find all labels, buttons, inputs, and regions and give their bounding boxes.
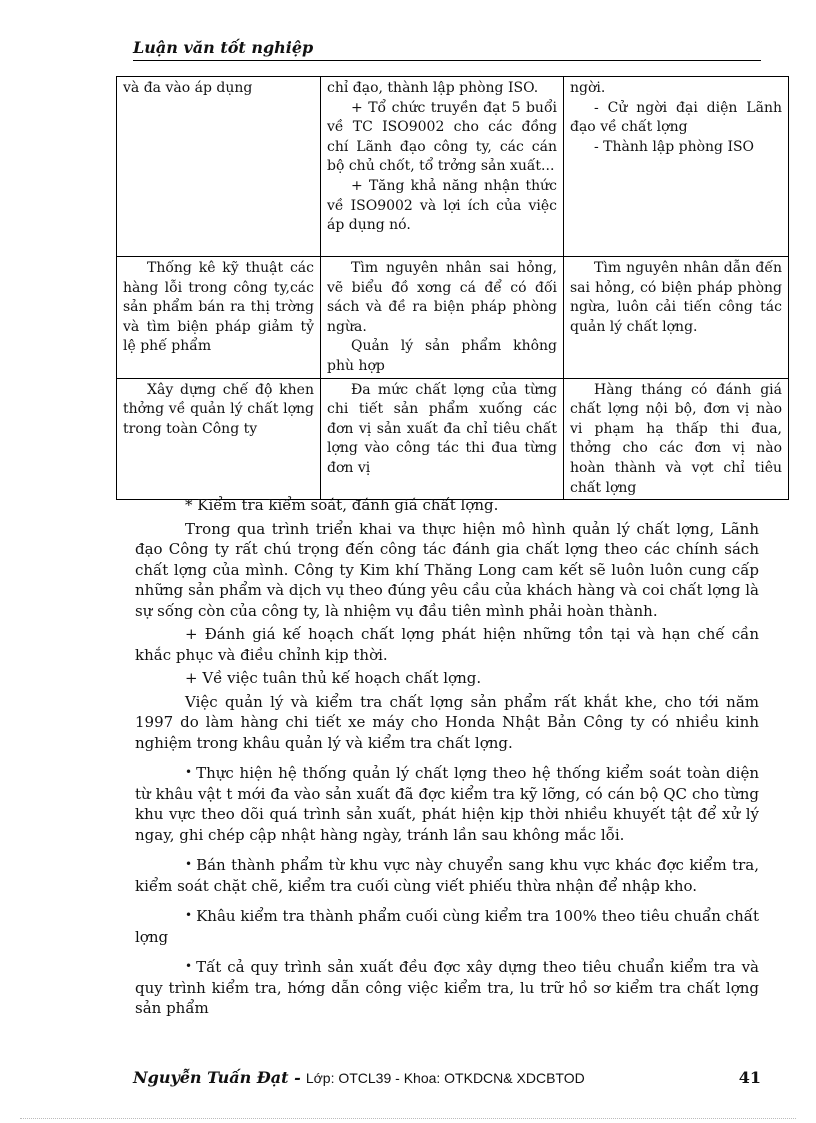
table-cell <box>321 257 564 379</box>
paragraph: Việc quản lý và kiểm tra chất lợng sản phẩm rất khắt khe, cho tới năm 1997 do làm hàng chi tiết xe máy cho Honda Nhật Bản Công ty có nhiều kinh nghiệm trong khâu quản lý và kiểm tra chất lợng. <box>135 692 759 752</box>
table-row <box>117 378 789 500</box>
bullet-icon: • <box>185 959 193 973</box>
bullet-icon: • <box>185 908 193 922</box>
page-bottom-divider <box>20 1118 796 1119</box>
bullet-text: Bán thành phẩm từ khu vực này chuyển sang khu vực khác đợc kiểm tra, kiểm soát chặt chẽ, kiểm tra cuối cùng viết phiếu thừa nhận để nhập kho. <box>135 856 759 895</box>
bullet-icon: • <box>185 857 193 871</box>
bullet-icon: • <box>185 765 193 779</box>
footer-author: Nguyễn Tuấn Đạt - <box>133 1068 301 1087</box>
paragraph: Trong qua trình triển khai va thực hiện mô hình quản lý chất lợng, Lãnh đạo Công ty rất chú trọng đến công tác đánh gia chất lợng theo các chính sách chất lợng của mình. Công ty Kim khí Thăng Long cam kết sẽ luôn luôn cung cấp những sản phẩm và dịch vụ theo đúng yêu cầu của khách hàng và coi chất lợng là sự sống còn của công ty, là nhiệm vụ đầu tiên mình phải hoàn thành. <box>135 519 759 620</box>
paragraph: + Về việc tuân thủ kế hoạch chất lợng. <box>185 669 482 687</box>
cell-text: Xây dựng chế độ khen thởng về quản lý chất lợng trong toàn Công ty <box>123 381 314 437</box>
table-cell <box>117 257 321 379</box>
page-number: 41 <box>738 1068 761 1087</box>
bullet-text: Tất cả quy trình sản xuất đều đợc xây dựng theo tiêu chuẩn kiểm tra và quy trình kiểm tra, hớng dẫn công việc kiểm tra, lu trữ hồ sơ kiểm tra chất lợng sản phẩm <box>135 958 759 1017</box>
cell-text: Đa mức chất lợng của từng chi tiết sản phẩm xuống các đơn vị sản xuất đa chỉ tiêu chất lợng vào công tác thi đua từng đơn vị <box>327 381 557 476</box>
cell-text: - Cử ngời đại diện Lãnh đạo về chất lợng <box>570 99 782 136</box>
page-footer <box>133 1068 761 1090</box>
cell-text: và đa vào áp dụng <box>123 80 253 96</box>
table-cell <box>117 378 321 500</box>
cell-text: Quản lý sản phẩm không phù hợp <box>327 338 557 374</box>
paragraph: + Đánh giá kế hoạch chất lợng phát hiện những tồn tại và hạn chế cần khắc phục và điều chỉnh kịp thời. <box>135 625 759 664</box>
cell-text: ngời. <box>570 80 606 96</box>
header-title: Luận văn tốt nghiệp <box>133 38 314 57</box>
section-heading: * Kiểm tra kiểm soát, đánh giá chất lợng. <box>185 496 499 514</box>
bullet-item <box>135 762 759 845</box>
table-cell <box>564 77 789 257</box>
table-row <box>117 77 789 257</box>
table-cell <box>321 378 564 500</box>
bullet-text: Thực hiện hệ thống quản lý chất lợng theo hệ thống kiểm soát toàn diện từ khâu vật t mới đa vào sản xuất đã đợc kiểm tra kỹ lỡng, có cán bộ QC cho từng khu vực theo dõi quá trình sản xuất, phát hiện kịp thời nhiều khuyết tật để xử lý ngay, ghi chép cập nhật hàng ngày, tránh lần sau không mắc lỗi. <box>135 764 759 844</box>
cell-text: Hàng tháng có đánh giá chất lợng nội bộ, đơn vị nào vi phạm hạ thấp thi đua, thởng cho các đơn vị nào hoàn thành và vợt chỉ tiêu chất lợng <box>570 381 782 496</box>
table-cell <box>321 77 564 257</box>
table-row <box>117 257 789 379</box>
cell-text: - Thành lập phòng ISO <box>594 138 755 155</box>
table-cell <box>564 257 789 379</box>
cell-text: Tìm nguyên nhân dẫn đến sai hỏng, có biện pháp phòng ngừa, luôn cải tiến công tác quản lý chất lợng. <box>570 260 782 335</box>
cell-text: + Tổ chức truyền đạt 5 buổi về TC ISO9002 cho các đồng chí Lãnh đạo công ty, các cán bộ chủ chốt, tổ trởng sản xuất... <box>327 99 557 175</box>
page-header <box>133 38 761 61</box>
bullet-item <box>135 905 759 947</box>
cell-text: + Tăng khả năng nhận thức về ISO9002 và lợi ích của việc áp dụng nó. <box>327 177 557 234</box>
cell-text: Thống kê kỹ thuật các hàng lỗi trong công ty,các sản phẩm bán ra thị trờng và tìm biện pháp giảm tỷ lệ phế phẩm <box>123 260 314 355</box>
cell-text: Tìm nguyên nhân sai hỏng, vẽ biểu đồ xơng cá để có đối sách và đề ra biện pháp phòng ngừa. <box>327 260 557 335</box>
bullet-item <box>135 854 759 896</box>
quality-plan-table <box>116 76 789 500</box>
body-text <box>135 495 759 1022</box>
bullet-text: Khâu kiểm tra thành phẩm cuối cùng kiểm tra 100% theo tiêu chuẩn chất lợng <box>135 907 759 946</box>
table-cell <box>117 77 321 257</box>
bullet-item <box>135 956 759 1019</box>
footer-info: Lớp: OTCL39 - Khoa: OTKDCN& XDCBTOD <box>305 1070 585 1086</box>
table-cell <box>564 378 789 500</box>
cell-text: chỉ đạo, thành lập phòng ISO. <box>327 80 539 96</box>
